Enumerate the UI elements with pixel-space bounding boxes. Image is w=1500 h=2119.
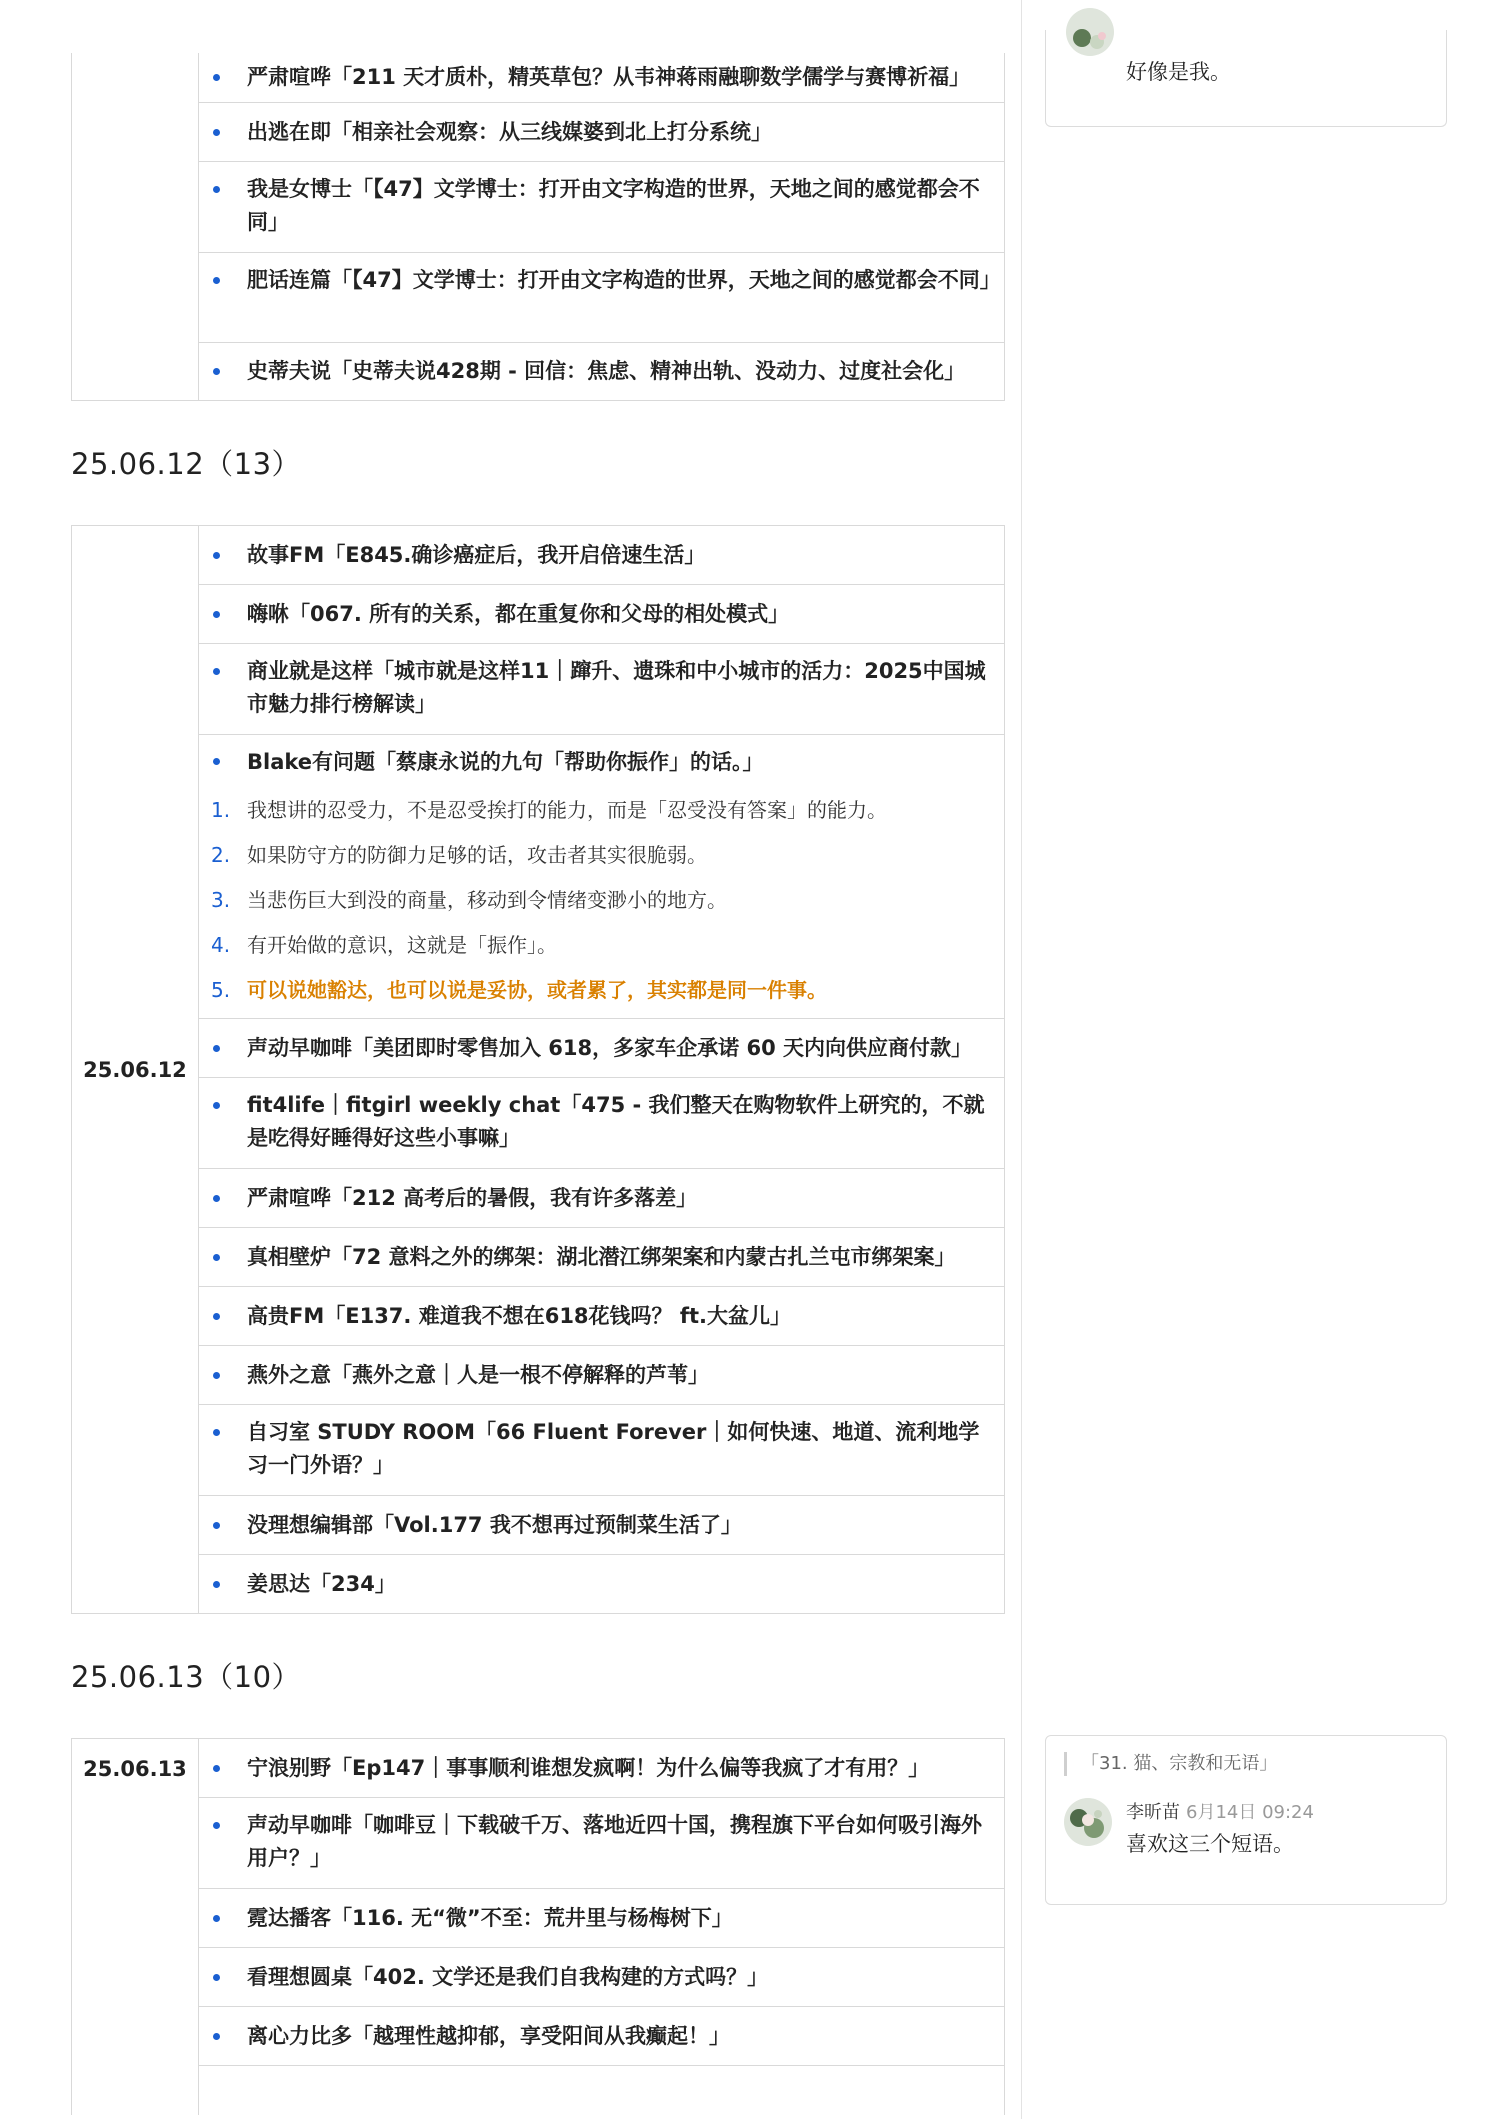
bullet-icon — [213, 1581, 220, 1588]
list-item[interactable]: 霓达播客「116. 无“微”不至：荒井里与杨梅树下」 — [199, 1888, 1004, 1947]
bullet-icon — [213, 1765, 220, 1772]
numbered-point-highlight: 5. 可以说她豁达，也可以说是妥协，或者累了，其实都是同一件事。 — [211, 977, 827, 1002]
list-item[interactable]: 自习室 STUDY ROOM「66 Fluent Forever｜如何快速、地道、流利地学习一门外语？」 — [199, 1404, 1004, 1495]
items-cell — [199, 53, 1005, 401]
bullet-icon — [213, 611, 220, 618]
bullet-icon — [213, 1822, 220, 1829]
list-item[interactable]: 我是女博士「【47】文学博士：打开由文字构造的世界，天地之间的感觉都会不同」 — [199, 161, 1004, 252]
bullet-icon — [213, 552, 220, 559]
bullet-icon — [213, 1045, 220, 1052]
bullet-icon — [213, 2033, 220, 2040]
list-item[interactable]: 宁浪别野「Ep147｜事事顺利谁想发疯啊！为什么偏等我疯了才有用？」 — [199, 1739, 1004, 1797]
comment-time: 6月14日 09:24 — [1186, 1802, 1314, 1823]
bullet-icon — [213, 1915, 220, 1922]
comment-card — [1045, 30, 1447, 127]
day-table-0613 — [71, 1738, 1005, 2115]
list-item[interactable]: 真相壁炉「72 意料之外的绑架：湖北潜江绑架案和内蒙古扎兰屯市绑架案」 — [199, 1227, 1004, 1286]
comment-text: 好像是我。 — [1126, 60, 1231, 84]
bullet-icon — [213, 74, 220, 81]
numbered-point: 3. 当悲伤巨大到没的商量，移动到令情绪变渺小的地方。 — [211, 887, 727, 912]
column-divider — [1021, 0, 1022, 2119]
bullet-icon — [213, 1102, 220, 1109]
bullet-icon — [213, 1974, 220, 1981]
date-cell — [72, 53, 199, 401]
numbered-point: 1. 我想讲的忍受力，不是忍受挨打的能力，而是「忍受没有答案」的能力。 — [211, 797, 887, 822]
bullet-icon — [213, 758, 220, 765]
section-heading: 25.06.12（13） — [71, 447, 302, 481]
list-item[interactable]: 嗨咻「067. 所有的关系，都在重复你和父母的相处模式」 — [199, 584, 1004, 643]
list-item[interactable]: 没理想编辑部「Vol.177 我不想再过预制菜生活了」 — [199, 1495, 1004, 1554]
section-heading: 25.06.13（10） — [71, 1660, 302, 1694]
comment-card — [1045, 1735, 1447, 1905]
bullet-icon — [213, 668, 220, 675]
bullet-icon — [213, 1522, 220, 1529]
list-item-partial — [199, 2065, 1004, 2115]
bullet-icon — [213, 129, 220, 136]
bullet-icon — [213, 368, 220, 375]
bullet-icon — [213, 1195, 220, 1202]
avatar[interactable] — [1066, 8, 1114, 56]
comment-author[interactable]: 李昕苗 — [1126, 1802, 1180, 1823]
comment-quote[interactable]: 「31. 猫、宗教和无语」 — [1064, 1752, 1277, 1776]
day-table-0612 — [71, 525, 1005, 1614]
items-cell — [199, 526, 1005, 1614]
numbered-point: 4. 有开始做的意识，这就是「振作」。 — [211, 932, 557, 957]
list-item[interactable]: 严肃喧哗「212 高考后的暑假，我有许多落差」 — [199, 1168, 1004, 1227]
list-item[interactable]: 看理想圆桌「402. 文学还是我们自我构建的方式吗？」 — [199, 1947, 1004, 2006]
list-item[interactable]: 离心力比多「越理性越抑郁，享受阳间从我癫起！」 — [199, 2006, 1004, 2065]
comment-text: 喜欢这三个短语。 — [1126, 1832, 1294, 1856]
bullet-icon — [213, 277, 220, 284]
list-item[interactable]: 严肃喧哗「211 天才质朴，精英草包？从韦神蒋雨融聊数学儒学与赛博祈福」 — [199, 53, 1004, 102]
list-item[interactable]: fit4life｜fitgirl weekly chat「475 - 我们整天在购物软件上研究的，不就是吃得好睡得好这些小事嘛」 — [199, 1077, 1004, 1168]
list-item[interactable]: 姜思达「234」 — [199, 1554, 1004, 1613]
list-item[interactable]: 燕外之意「燕外之意｜人是一根不停解释的芦苇」 — [199, 1345, 1004, 1404]
bullet-icon — [213, 186, 220, 193]
bullet-icon — [213, 1313, 220, 1320]
list-item[interactable]: 肥话连篇「【47】文学博士：打开由文字构造的世界，天地之间的感觉都会不同」 — [199, 252, 1004, 342]
list-item[interactable]: 商业就是这样「城市就是这样11｜蹿升、遗珠和中小城市的活力：2025中国城市魅力排行榜解读」 — [199, 643, 1004, 734]
list-item-title: Blake有问题「蔡康永说的九句「帮助你振作」的话。」 — [199, 735, 1004, 787]
numbered-point: 2. 如果防守方的防御力足够的话，攻击者其实很脆弱。 — [211, 842, 707, 867]
list-item[interactable]: 出逃在即「相亲社会观察：从三线媒婆到北上打分系统」 — [199, 102, 1004, 161]
list-item[interactable]: 故事FM「E845.确诊癌症后，我开启倍速生活」 — [199, 526, 1004, 584]
list-item[interactable]: 高贵FM「E137. 难道我不想在618花钱吗？ ft.大盆儿」 — [199, 1286, 1004, 1345]
bullet-icon — [213, 1254, 220, 1261]
bullet-icon — [213, 1372, 220, 1379]
date-cell: 25.06.13 — [72, 1739, 199, 2116]
comment-meta — [1126, 1798, 1314, 1824]
avatar[interactable] — [1064, 1798, 1112, 1846]
list-item[interactable]: 史蒂夫说「史蒂夫说428期 - 回信：焦虑、精神出轨、没动力、过度社会化」 — [199, 342, 1004, 400]
date-cell: 25.06.12 — [72, 526, 199, 1614]
list-item[interactable]: 声动早咖啡「美团即时零售加入 618，多家车企承诺 60 天内向供应商付款」 — [199, 1018, 1004, 1077]
list-item[interactable]: 声动早咖啡「咖啡豆｜下载破千万、落地近四十国，携程旗下平台如何吸引海外用户？」 — [199, 1797, 1004, 1888]
list-item-with-notes[interactable] — [199, 734, 1004, 1018]
bullet-icon — [213, 1429, 220, 1436]
items-cell — [199, 1739, 1005, 2116]
day-table-prev — [71, 53, 1005, 401]
